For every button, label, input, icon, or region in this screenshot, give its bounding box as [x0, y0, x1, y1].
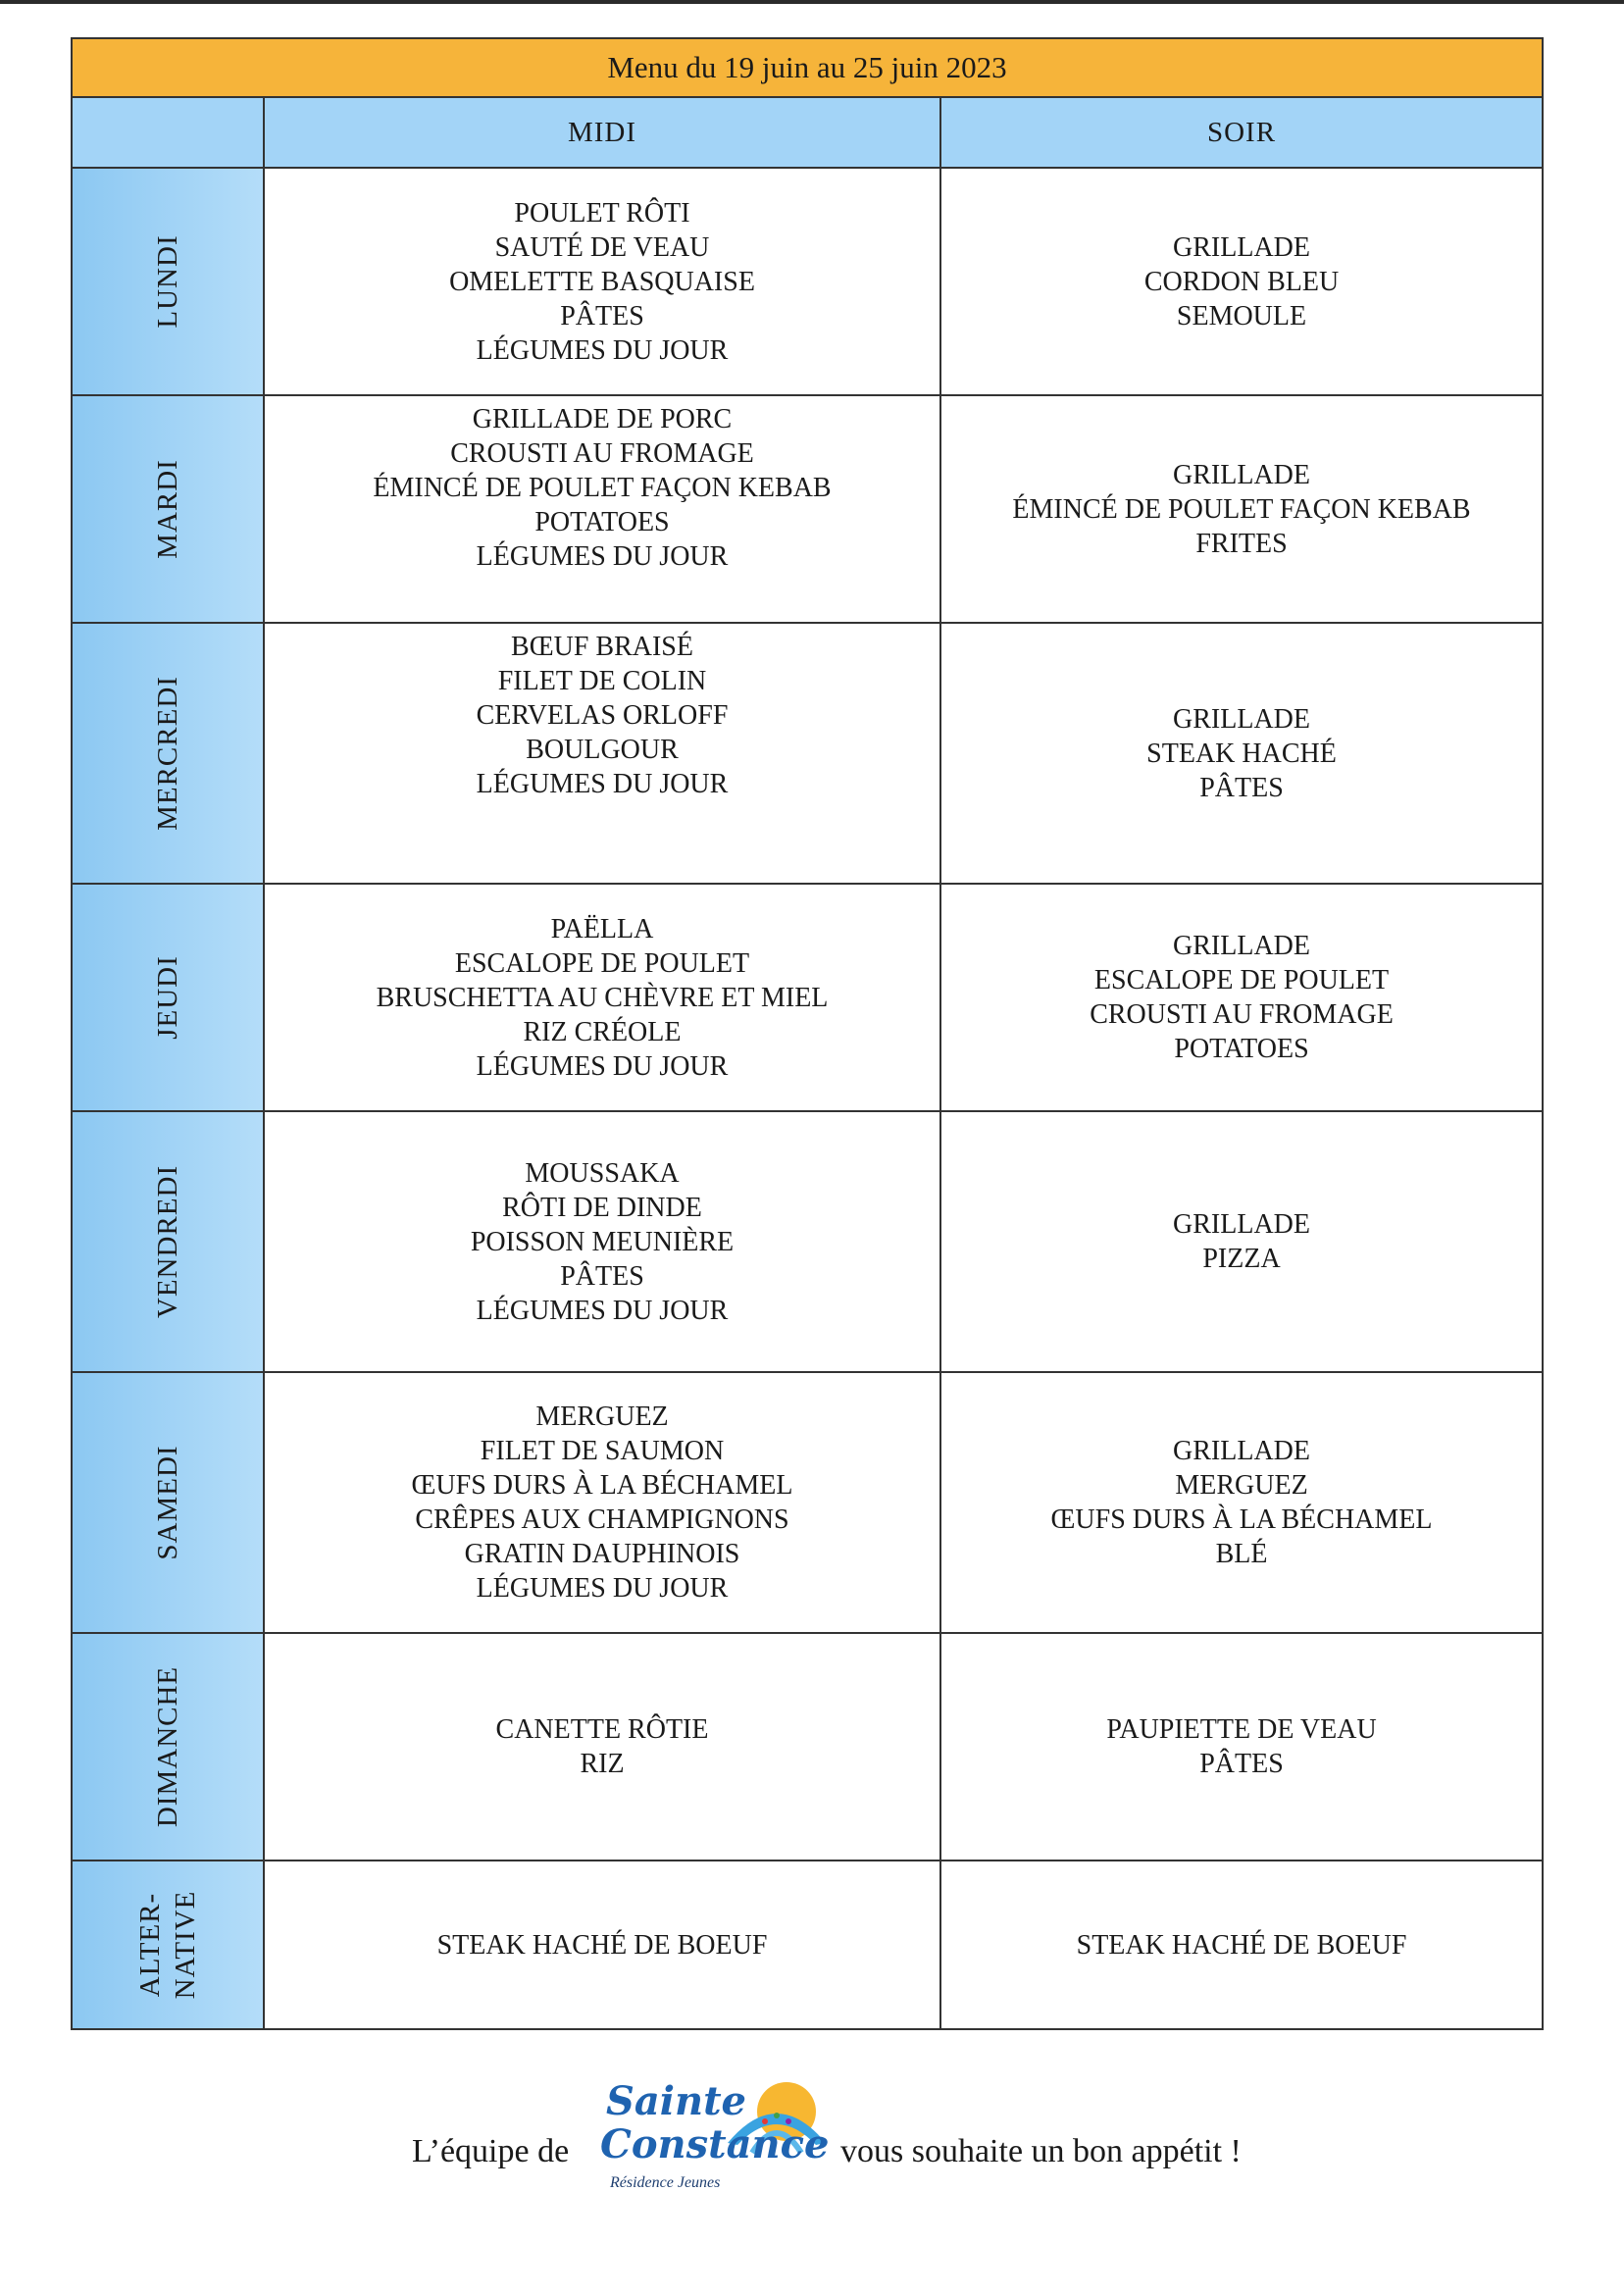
dish-item: ÉMINCÉ DE POULET FAÇON KEBAB	[373, 473, 832, 503]
day-row	[72, 1111, 1543, 1372]
dish-item: CRÊPES AUX CHAMPIGNONS	[415, 1504, 789, 1535]
dish-item: POULET RÔTI	[514, 197, 690, 229]
dish-item: SEMOULE	[1176, 300, 1307, 331]
day-label-line: VENDREDI	[152, 1164, 183, 1319]
sainte-constance-logo	[600, 2074, 836, 2202]
header-corner	[72, 97, 264, 168]
day-row	[72, 1372, 1543, 1633]
dish-item: LÉGUMES DU JOUR	[476, 1050, 729, 1082]
day-row	[72, 168, 1543, 395]
dish-item: ESCALOPE DE POULET	[1093, 965, 1390, 995]
dish-item: CROUSTI AU FROMAGE	[1090, 999, 1394, 1030]
soir-cell	[940, 1372, 1543, 1633]
footer-text-before-logo: L’équipe de	[412, 2133, 570, 2169]
midi-cell	[264, 884, 940, 1111]
day-label-cell	[72, 884, 264, 1111]
dish-item: MOUSSAKA	[525, 1157, 680, 1189]
day-label-cell	[72, 1372, 264, 1633]
day-label-cell	[72, 1111, 264, 1372]
day-label-line: NATIVE	[170, 1890, 201, 2000]
day-row	[72, 395, 1543, 623]
dish-list	[449, 196, 755, 368]
dish-item: GRILLADE DE PORC	[472, 404, 733, 434]
day-label-line: MARDI	[152, 459, 183, 559]
midi-cell	[264, 1111, 940, 1372]
dish-item: OMELETTE BASQUAISE	[449, 266, 755, 297]
day-label-line: ALTER-	[134, 1892, 166, 1998]
day-label-cell	[72, 623, 264, 884]
dish-list	[412, 1400, 793, 1606]
dish-list	[437, 1928, 768, 1963]
soir-cell	[940, 395, 1543, 623]
dish-list	[1077, 1928, 1407, 1963]
day-label	[150, 234, 185, 328]
column-header-soir: SOIR	[940, 97, 1543, 168]
logo-subtitle: Résidence Jeunes	[610, 2174, 721, 2191]
dish-item: CANETTE RÔTIE	[495, 1714, 709, 1745]
menu-table	[71, 37, 1544, 2030]
dish-item: LÉGUMES DU JOUR	[476, 1573, 729, 1604]
dish-item: GRILLADE	[1173, 1209, 1310, 1240]
midi-cell	[264, 623, 940, 884]
midi-cell	[264, 395, 940, 623]
dish-list	[1173, 1207, 1310, 1276]
dish-list	[1090, 929, 1394, 1066]
dish-item: GRILLADE	[1173, 1436, 1310, 1466]
dish-item: CROUSTI AU FROMAGE	[450, 438, 754, 469]
footer-text-after-logo: vous souhaite un bon appétit !	[840, 2133, 1242, 2169]
day-label-line: JEUDI	[152, 955, 183, 1040]
dish-item: POTATOES	[1174, 1034, 1309, 1064]
day-label-cell	[72, 1861, 264, 2029]
dish-item: LÉGUMES DU JOUR	[476, 1295, 729, 1326]
dish-item: PÂTES	[560, 1260, 644, 1292]
dish-list	[377, 912, 829, 1084]
day-label	[150, 676, 185, 831]
menu-title: Menu du 19 juin au 25 juin 2023	[72, 38, 1543, 97]
dish-item: POISSON MEUNIÈRE	[470, 1226, 735, 1257]
dish-item: MERGUEZ	[535, 1402, 669, 1432]
dish-item: BOULGOUR	[526, 735, 679, 765]
dish-item: PAUPIETTE DE VEAU	[1106, 1714, 1377, 1745]
day-label-cell	[72, 168, 264, 395]
dish-item: MERGUEZ	[1175, 1470, 1308, 1501]
midi-cell	[264, 1633, 940, 1861]
top-edge-line	[0, 0, 1624, 4]
dish-item: GRILLADE	[1173, 231, 1310, 263]
day-label	[150, 955, 185, 1040]
dish-list	[1012, 458, 1470, 561]
dish-item: PIZZA	[1202, 1244, 1281, 1274]
dish-item: PÂTES	[1199, 1749, 1284, 1779]
day-row	[72, 884, 1543, 1111]
dish-item: PÂTES	[560, 300, 644, 331]
dish-item: RÔTI DE DINDE	[502, 1192, 702, 1223]
dish-item: GRILLADE	[1173, 931, 1310, 961]
dish-item: FILET DE COLIN	[497, 666, 707, 696]
dish-list	[373, 396, 831, 574]
dish-item: STEAK HACHÉ	[1146, 738, 1337, 769]
day-label	[132, 1891, 203, 2000]
midi-cell	[264, 168, 940, 395]
dish-item: BŒUF BRAISÉ	[511, 632, 693, 662]
midi-cell	[264, 1372, 940, 1633]
soir-cell	[940, 623, 1543, 884]
soir-cell	[940, 1861, 1543, 2029]
soir-cell	[940, 1633, 1543, 1861]
dish-list	[496, 1712, 709, 1781]
dish-item: LÉGUMES DU JOUR	[476, 334, 729, 366]
column-header-midi: MIDI	[264, 97, 940, 168]
day-label-cell	[72, 1633, 264, 1861]
dish-item: CERVELAS ORLOFF	[476, 700, 729, 731]
day-label	[150, 1666, 185, 1827]
header-row	[72, 97, 1543, 168]
dish-item: POTATOES	[534, 507, 670, 537]
day-label-line: MERCREDI	[152, 676, 183, 831]
dish-list	[1051, 1434, 1433, 1571]
dish-item: ŒUFS DURS À LA BÉCHAMEL	[411, 1470, 793, 1501]
dish-list	[477, 624, 729, 801]
soir-cell	[940, 1111, 1543, 1372]
dish-item: BRUSCHETTA AU CHÈVRE ET MIEL	[376, 982, 829, 1013]
dish-item: BLÉ	[1215, 1539, 1268, 1569]
dish-item: PAËLLA	[550, 913, 654, 944]
dish-item: LÉGUMES DU JOUR	[476, 541, 729, 572]
day-label	[150, 1165, 185, 1318]
dish-list	[1106, 1712, 1376, 1781]
dish-list	[1146, 702, 1337, 805]
dish-item: ÉMINCÉ DE POULET FAÇON KEBAB	[1012, 493, 1471, 525]
dish-item: GRATIN DAUPHINOIS	[464, 1539, 740, 1569]
dish-item: FRITES	[1195, 528, 1288, 559]
dish-item: CORDON BLEU	[1143, 266, 1340, 297]
title-row	[72, 38, 1543, 97]
logo-text-sainte: Sainte	[606, 2078, 747, 2124]
day-row	[72, 623, 1543, 884]
midi-cell	[264, 1861, 940, 2029]
dish-item: GRILLADE	[1173, 703, 1310, 735]
day-label-line: DIMANCHE	[152, 1665, 183, 1828]
day-label	[150, 1445, 185, 1559]
dish-item: ŒUFS DURS À LA BÉCHAMEL	[1050, 1504, 1433, 1535]
day-row	[72, 1633, 1543, 1861]
dish-item: GRILLADE	[1173, 459, 1310, 490]
dish-list	[1144, 230, 1339, 333]
dish-item: RIZ	[580, 1749, 625, 1779]
soir-cell	[940, 168, 1543, 395]
day-row	[72, 1861, 1543, 2029]
logo-text-constance: Constance	[600, 2121, 830, 2167]
dish-item: LÉGUMES DU JOUR	[476, 769, 729, 799]
dish-item: ESCALOPE DE POULET	[454, 947, 750, 979]
soir-cell	[940, 884, 1543, 1111]
dish-item: RIZ CRÉOLE	[523, 1016, 682, 1047]
day-label-line: SAMEDI	[152, 1445, 183, 1560]
footer	[0, 2074, 1624, 2221]
day-label-line: LUNDI	[152, 234, 183, 329]
day-label	[150, 459, 185, 559]
dish-item: SAUTÉ DE VEAU	[494, 231, 710, 263]
dish-item: FILET DE SAUMON	[480, 1436, 725, 1466]
dish-item: STEAK HACHÉ DE BOEUF	[436, 1929, 768, 1961]
dish-item: STEAK HACHÉ DE BOEUF	[1076, 1929, 1407, 1961]
dish-item: PÂTES	[1199, 772, 1284, 803]
day-label-cell	[72, 395, 264, 623]
dish-list	[471, 1156, 734, 1328]
